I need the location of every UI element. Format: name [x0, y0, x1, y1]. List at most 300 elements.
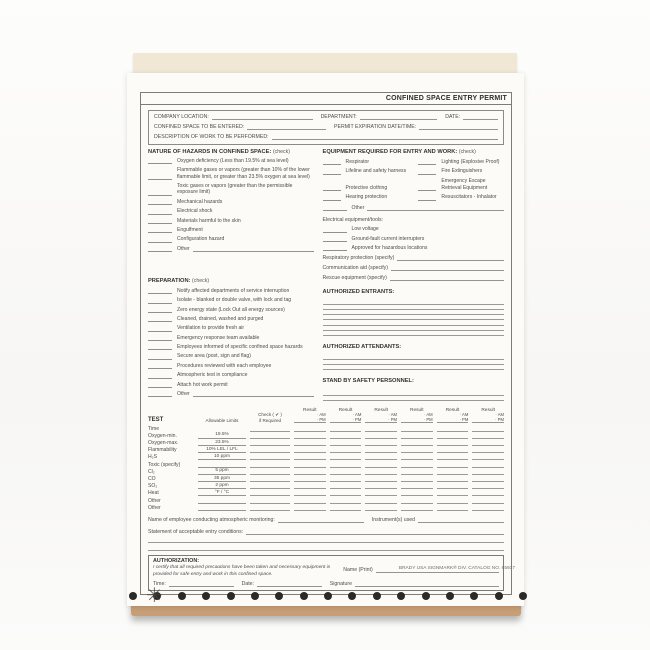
binding-hole: [300, 592, 308, 600]
test-row: [148, 482, 504, 489]
specify-row: [323, 265, 504, 271]
preparation-label: Zero energy state (Lock Out all energy sources): [177, 306, 285, 313]
test-row-label: Oxygen-min.: [148, 432, 177, 439]
result-cell: [437, 432, 469, 438]
binding-hole: [324, 592, 332, 600]
check-line: [323, 228, 347, 233]
department-field: [360, 114, 438, 120]
test-row-limit: 23.5%: [198, 440, 246, 446]
result-cell: [294, 432, 326, 438]
check-line: [418, 160, 436, 165]
test-row: [148, 475, 504, 482]
confined-space-field: [247, 124, 326, 130]
result-cell: [437, 454, 469, 460]
pm-label: · PM: [352, 416, 362, 422]
equipment-check-note: (check): [458, 149, 476, 155]
preparation-label: Employees informed of specific confined space hazards: [177, 344, 303, 351]
test-row-limit: 10% LEL / LFL: [198, 447, 246, 453]
id-row-1: [154, 114, 498, 120]
test-row-label: Cl₂: [148, 468, 155, 475]
monitoring-name-field: [278, 517, 364, 523]
result-cell: [472, 490, 504, 496]
am-label: · AM: [424, 411, 433, 417]
equipment-label: Hearing protection: [345, 194, 388, 201]
preparation-item: [148, 307, 314, 313]
check-line: [148, 383, 172, 388]
check-line: [148, 336, 172, 341]
result-cell: [472, 483, 504, 489]
hazard-item: [148, 183, 314, 196]
hazard-label: Oxygen deficiency (Less than 19.5% at sea level): [177, 158, 289, 164]
result-cell: [294, 468, 326, 474]
result-cell: [472, 468, 504, 474]
check-line: [418, 170, 436, 175]
entrants-lines: [323, 299, 504, 336]
result-cell: [437, 425, 469, 431]
description-field: [272, 134, 498, 140]
other-write-line: [193, 246, 314, 252]
other-write-line: [193, 391, 314, 397]
result-cell: [294, 461, 326, 467]
equipment-item: [323, 178, 413, 191]
equipment-label: Lifeline and safety harness: [345, 168, 407, 175]
equipment-item: [323, 168, 413, 174]
check-cell: [250, 483, 290, 489]
write-line: [323, 396, 504, 401]
permit-sheet: [127, 73, 524, 606]
check-cell: [250, 476, 290, 482]
result-cell: [294, 490, 326, 496]
result-cell: [294, 483, 326, 489]
preparation-heading-text: PREPARATION:: [148, 277, 191, 284]
binding-hole: [251, 592, 259, 600]
write-line: [323, 365, 504, 370]
hazard-label: Materials harmful to the skin: [177, 217, 241, 224]
result-cell: [437, 483, 469, 489]
name-print-label: Name (Print): [343, 567, 373, 574]
hazard-label: Engulfment: [177, 226, 203, 233]
check-line: [323, 160, 341, 165]
result-cell: [330, 483, 362, 489]
result-cell: [330, 461, 362, 467]
equipment-item: [418, 168, 504, 174]
check-cell: [250, 497, 290, 503]
check-cell: [250, 504, 290, 510]
id-row-2: [154, 124, 498, 130]
result-cell: [365, 440, 397, 446]
statement-row: [148, 529, 504, 535]
result-label: Result: [410, 407, 424, 413]
attendants-heading: AUTHORIZED ATTENDANTS:: [322, 344, 402, 351]
pad-backing-top-strip: [133, 53, 517, 74]
authorization-heading: AUTHORIZATION:: [153, 558, 200, 565]
check-line: [148, 200, 172, 205]
am-label: · AM: [352, 411, 362, 417]
test-row-label: Other: [148, 504, 161, 511]
result-cell: [437, 461, 469, 467]
statement-extra-line: [148, 546, 504, 551]
test-table-header: [148, 408, 504, 424]
check-cell: [250, 447, 290, 453]
result-cell: [330, 476, 362, 482]
test-row: [148, 489, 504, 496]
test-row-limit: 35 ppm: [198, 476, 246, 482]
electrical-heading: Electrical equipment/tools:: [322, 217, 384, 224]
signature-label: Signature: [329, 581, 352, 588]
attendants-lines: [323, 354, 504, 370]
pm-label: · PM: [388, 416, 397, 422]
statement-label: Statement of acceptable entry conditions:: [148, 528, 244, 535]
check-cell: [250, 440, 290, 446]
hazard-item: [148, 227, 314, 233]
result-cell: [330, 440, 362, 446]
check-line: [148, 392, 172, 397]
test-row: [148, 496, 504, 503]
page-title: CONFINED SPACE ENTRY PERMIT: [385, 95, 507, 102]
equipment-item: [418, 194, 504, 200]
check-header-line1: Check ( ✔ ): [258, 412, 282, 418]
result-column-header: [294, 408, 326, 424]
binding-hole: [227, 592, 235, 600]
result-cell: [294, 504, 326, 510]
preparation-heading: [148, 278, 314, 284]
preparation-item: [148, 363, 314, 369]
hazard-item-other: [148, 246, 314, 252]
result-cell: [365, 425, 397, 431]
result-cell: [472, 432, 504, 438]
result-cell: [294, 447, 326, 453]
preparation-label: Procedures reviewed with each employee: [177, 362, 272, 369]
result-cell: [401, 454, 433, 460]
result-cell: [365, 483, 397, 489]
authorization-signature-row: [153, 581, 499, 587]
hazard-label: Toxic gases or vapors (greater than the permissible exposure limit): [177, 183, 293, 196]
monitoring-name-label: Name of employee conducting atmospheric monitoring:: [148, 516, 275, 523]
test-row: [148, 446, 504, 453]
result-cell: [294, 476, 326, 482]
check-line: [148, 355, 172, 360]
hazard-label: Other: [177, 245, 190, 252]
result-column-header: [472, 408, 504, 424]
result-cell: [365, 476, 397, 482]
binding-hole: [495, 592, 503, 600]
result-label: Result: [374, 407, 388, 413]
test-row-label: H₂S: [148, 454, 158, 461]
result-cell: [472, 497, 504, 503]
equipment-grid: [323, 155, 504, 201]
result-cell: [330, 454, 362, 460]
result-cell: [472, 504, 504, 510]
department-label: DEPARTMENT:: [320, 114, 357, 120]
test-row-limit: 2 ppm: [198, 483, 246, 489]
left-column: [148, 149, 314, 401]
am-label: · AM: [317, 411, 326, 417]
monitoring-row: [148, 517, 504, 523]
check-header-line2: if Required: [258, 417, 282, 423]
test-column-header: TEST: [148, 417, 164, 424]
id-row-3: [154, 134, 498, 140]
equipment-item: [323, 159, 413, 165]
test-row-limit: 19.5%: [198, 432, 246, 438]
date-field: [463, 114, 498, 120]
test-row: [148, 432, 504, 439]
test-row: [148, 439, 504, 446]
result-cell: [294, 440, 326, 446]
result-cell: [472, 454, 504, 460]
preparation-label: Secure area (post, sign and flag): [177, 353, 251, 360]
right-column: [323, 149, 504, 401]
test-row-label: Oxygen-max.: [148, 440, 179, 447]
authorization-certify-text: I certify that all required precautions have been taken and necessary equipment is provided for safe entry and work in this confined space.: [153, 565, 331, 577]
check-line: [148, 345, 172, 350]
hazards-heading: [148, 149, 314, 155]
result-cell: [294, 425, 326, 431]
equipment-other: [323, 205, 504, 211]
check-line: [323, 170, 341, 175]
instruments-field: [418, 517, 504, 523]
hazard-label: Mechanical hazards: [177, 198, 223, 205]
preparation-label: Atmospheric test in compliance: [177, 372, 248, 379]
result-cell: [472, 425, 504, 431]
authorization-box: [148, 555, 504, 591]
result-cell: [294, 497, 326, 503]
result-cell: [472, 440, 504, 446]
equipment-item: [418, 178, 504, 191]
check-line: [323, 186, 341, 191]
result-cell: [401, 504, 433, 510]
hazards-check-note: (check): [272, 149, 290, 155]
test-table: [148, 408, 504, 511]
binding-hole: [422, 592, 430, 600]
binding-hole: [202, 592, 210, 600]
hazard-item: [148, 158, 314, 164]
check-line: [148, 159, 172, 164]
result-cell: [401, 461, 433, 467]
test-row-limit: [198, 504, 246, 510]
result-cell: [330, 504, 362, 510]
pen-scribble-mark: [146, 583, 163, 608]
electrical-label: Ground-fault current interrupters: [351, 235, 425, 242]
time-field: [169, 581, 234, 587]
preparation-label: Notify affected departments of service interruption: [177, 287, 290, 294]
instruments-label: Instrument(s) used: [371, 516, 416, 523]
preparation-item: [148, 382, 314, 388]
result-cell: [330, 468, 362, 474]
binding-hole: [373, 592, 381, 600]
result-cell: [437, 440, 469, 446]
test-row-label: Toxic (specify): [148, 461, 181, 468]
specify-row: [323, 255, 504, 261]
result-cell: [365, 454, 397, 460]
permit-expiration-label: PERMIT EXPIRATION DATE/TIME:: [334, 124, 417, 130]
result-label: Result: [303, 407, 317, 413]
time-label: Time:: [153, 581, 166, 588]
test-row-limit: 10 ppm: [198, 454, 246, 460]
result-cell: [437, 468, 469, 474]
result-cell: [365, 468, 397, 474]
check-line: [418, 186, 436, 191]
check-line: [148, 374, 172, 379]
result-cell: [437, 447, 469, 453]
result-cell: [472, 447, 504, 453]
electrical-item: [323, 226, 504, 232]
confined-space-label: CONFINED SPACE TO BE ENTERED:: [154, 124, 245, 130]
equipment-label: Resuscitators - Inhalator: [441, 194, 497, 201]
hazard-label: Electrical shock: [177, 208, 213, 215]
statement-extra-line: [148, 538, 504, 543]
test-row: [148, 504, 504, 511]
check-line: [148, 327, 172, 332]
binding-hole: [129, 592, 137, 600]
equipment-other-label: Other: [351, 204, 365, 211]
test-row-limit: [198, 461, 246, 467]
result-cell: [437, 497, 469, 503]
result-cell: [365, 461, 397, 467]
equipment-label: Emergency Escape Retrieval Equipment: [441, 178, 488, 191]
result-cell: [401, 447, 433, 453]
binding-hole: [446, 592, 454, 600]
equipment-label: Protective clothing: [345, 184, 388, 191]
check-line: [148, 317, 172, 322]
test-row-limit: [198, 497, 246, 503]
catalog-number: BRADY USA SIGNMARK® DIV. CATALOG NO. 65937: [398, 566, 515, 571]
result-cell: [330, 497, 362, 503]
result-cell: [401, 468, 433, 474]
test-row-label: CO: [148, 475, 156, 482]
result-label: Result: [338, 407, 353, 413]
date-label: Date:: [241, 581, 254, 588]
hazard-label: Configuration hazard: [177, 236, 225, 243]
specify-row: [323, 275, 504, 281]
preparation-item: [148, 372, 314, 378]
date-signature-field: [257, 581, 322, 587]
check-line: [148, 191, 172, 196]
preparation-item-other: [148, 391, 314, 397]
test-row-limit: °F / °C: [198, 490, 246, 496]
identification-box: [148, 110, 504, 145]
check-line: [148, 228, 172, 233]
other-write-line: [367, 205, 504, 211]
test-row-label: Other: [148, 497, 161, 504]
check-line: [148, 238, 172, 243]
result-cell: [437, 504, 469, 510]
am-label: · AM: [459, 411, 469, 417]
result-cell: [401, 483, 433, 489]
result-cell: [472, 461, 504, 467]
binding-hole: [470, 592, 478, 600]
check-cell: [250, 425, 290, 431]
standby-heading: STAND BY SAFETY PERSONNEL:: [322, 378, 414, 385]
equipment-item: [323, 194, 413, 200]
specify-write-line: [391, 265, 504, 271]
pm-label: · PM: [459, 416, 469, 422]
am-label: · AM: [495, 411, 504, 417]
pm-label: · PM: [423, 416, 433, 422]
test-row-limit: [198, 425, 246, 431]
result-cell: [401, 440, 433, 446]
title-bar: [141, 93, 511, 105]
test-row-label: Time: [148, 425, 160, 432]
electrical-item: [323, 245, 504, 251]
signature-field: [355, 581, 499, 587]
standby-lines: [323, 390, 504, 401]
electrical-label: Low voltage: [351, 226, 379, 233]
communication-aid-label: Communication aid (specify): [322, 265, 388, 272]
check-line: [148, 219, 172, 224]
result-cell: [401, 432, 433, 438]
binding-hole: [348, 592, 356, 600]
result-cell: [330, 425, 362, 431]
pm-label: · PM: [316, 416, 326, 422]
test-row-label: Flammability: [148, 447, 177, 454]
result-cell: [365, 447, 397, 453]
check-line: [148, 299, 172, 304]
equipment-label: Fire Extinguishers: [441, 168, 483, 175]
check-line: [418, 196, 436, 201]
result-cell: [365, 504, 397, 510]
check-cell: [250, 461, 290, 467]
am-label: · AM: [388, 411, 397, 417]
preparation-label: Attach hot work permit: [177, 381, 228, 388]
preparation-label: Other: [177, 390, 190, 397]
company-location-field: [212, 114, 313, 120]
result-column-header: [330, 408, 362, 424]
result-column-header: [401, 408, 433, 424]
hazard-item: [148, 218, 314, 224]
check-cell: [250, 432, 290, 438]
preparation-label: Ventilation to provide fresh air: [177, 325, 245, 332]
binding-hole: [275, 592, 283, 600]
check-line: [323, 196, 341, 201]
rescue-equipment-label: Rescue equipment (specify): [322, 275, 387, 282]
company-location-label: COMPANY LOCATION:: [154, 114, 209, 120]
result-cell: [365, 432, 397, 438]
preparation-item: [148, 325, 314, 331]
test-row-limit: 5 ppm: [198, 468, 246, 474]
date-label: DATE:: [445, 114, 461, 120]
check-line: [148, 364, 172, 369]
hazards-heading-text: NATURE OF HAZARDS IN CONFINED SPACE:: [148, 149, 272, 155]
test-row-time: [148, 424, 504, 431]
hazard-label: Flammable gases or vapors (greater than 10% of the lower flammable limit, or greater than 23.5% oxygen at sea level): [177, 167, 310, 180]
electrical-label: Approved for hazardous locations: [351, 244, 428, 251]
result-label: Result: [481, 407, 495, 413]
preparation-label: Cleaned, drained, washed and purged: [177, 316, 264, 323]
result-cell: [365, 497, 397, 503]
result-cell: [437, 490, 469, 496]
write-line: [323, 331, 504, 336]
result-cell: [365, 490, 397, 496]
preparation-item: [148, 316, 314, 322]
preparation-label: Isolate - blanked or double valve, with lock and tag: [177, 297, 292, 304]
respiratory-protection-label: Respiratory protection (specify): [322, 255, 395, 262]
result-cell: [330, 432, 362, 438]
result-cell: [472, 476, 504, 482]
equipment-label: Respirator: [345, 158, 370, 165]
electrical-item: [323, 236, 504, 242]
preparation-item: [148, 288, 314, 294]
hazard-item: [148, 167, 314, 180]
result-cell: [437, 476, 469, 482]
specify-write-line: [390, 275, 504, 281]
result-column-header: [437, 408, 469, 424]
binding-hole: [178, 592, 186, 600]
check-line: [148, 247, 172, 252]
equipment-item: [418, 159, 504, 165]
check-line: [323, 246, 347, 251]
description-label: DESCRIPTION OF WORK TO BE PERFORMED:: [154, 134, 269, 140]
pm-label: · PM: [495, 416, 504, 422]
